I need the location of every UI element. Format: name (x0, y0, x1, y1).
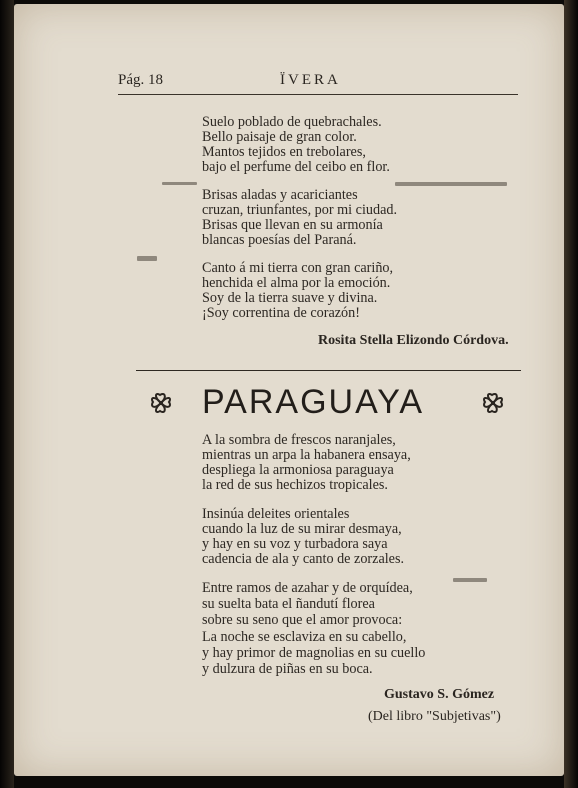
poem2-title: PARAGUAYA (202, 383, 425, 421)
page-number: Pág. 18 (118, 72, 163, 88)
section-divider (136, 370, 521, 371)
verse-line: su suelta bata el ñandutí florea (202, 596, 375, 613)
verse-line: blancas poesías del Paraná. (202, 232, 357, 248)
poem1-stanza-1 (202, 115, 390, 175)
print-smudge (137, 256, 157, 261)
verse-line: despliega la armoniosa paraguaya (202, 462, 394, 478)
header-rule (118, 94, 518, 95)
print-smudge (453, 578, 487, 582)
print-smudge (162, 182, 197, 185)
verse-line: y dulzura de piñas en su boca. (202, 661, 373, 678)
poem2-stanza-2 (202, 507, 404, 567)
poem2-stanza-3 (202, 580, 425, 677)
page-edge-shadow (564, 0, 578, 788)
verse-line: Bello paisaje de gran color. (202, 129, 357, 145)
verse-line: ¡Soy correntina de corazón! (202, 305, 360, 321)
four-petal-ornament-icon (148, 390, 174, 416)
verse-line: sobre su seno que el amor provoca: (202, 612, 403, 629)
verse-line: Brisas que llevan en su armonía (202, 217, 383, 233)
verse-line: mientras un arpa la habanera ensaya, (202, 447, 411, 463)
page-header (118, 72, 518, 92)
verse-line: cruzan, triunfantes, por mi ciudad. (202, 202, 398, 218)
verse-line: Canto á mi tierra con gran cariño, (202, 260, 394, 276)
verse-line: Soy de la tierra suave y divina. (202, 290, 378, 306)
verse-line: Entre ramos de azahar y de orquídea, (202, 580, 413, 596)
poem1-stanza-2 (202, 188, 397, 248)
poem1-stanza-3 (202, 261, 393, 321)
four-petal-ornament-icon (480, 390, 506, 416)
print-smudge (395, 182, 507, 186)
verse-line: La noche se esclaviza en su cabello, (202, 628, 407, 645)
book-spine-shadow (0, 0, 14, 788)
verse-line: cadencia de ala y canto de zorzales. (202, 551, 405, 567)
poem2-source: (Del libro "Subjetivas") (368, 709, 501, 724)
poem2-stanza-1 (202, 433, 411, 493)
verse-line: Mantos tejidos en trebolares, (202, 144, 366, 160)
verse-line: y hay primor de magnolias en su cuello (202, 644, 426, 661)
verse-line: Suelo poblado de quebrachales. (202, 114, 382, 130)
verse-line: Insinúa deleites orientales (202, 506, 350, 522)
verse-line: A la sombra de frescos naranjales, (202, 432, 396, 448)
poem1-author: Rosita Stella Elizondo Córdova. (318, 333, 509, 348)
magazine-title: ÏVERA (280, 72, 341, 88)
poem2-author: Gustavo S. Gómez (384, 687, 495, 702)
verse-line: la red de sus hechizos tropicales. (202, 477, 388, 493)
verse-line: henchida el alma por la emoción. (202, 275, 391, 291)
verse-line: cuando la luz de su mirar desmaya, (202, 521, 402, 537)
verse-line: bajo el perfume del ceibo en flor. (202, 159, 390, 175)
verse-line: y hay en su voz y turbadora saya (202, 536, 388, 552)
verse-line: Brisas aladas y acariciantes (202, 187, 358, 203)
